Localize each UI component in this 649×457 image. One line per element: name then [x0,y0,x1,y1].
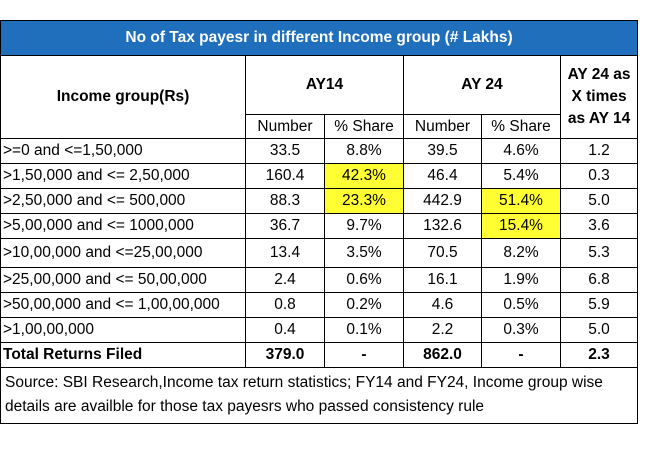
row-label: >50,00,000 and <= 1,00,00,000 [1,293,246,318]
ay24-share: 4.6% [482,139,561,164]
total-ay24-number: 862.0 [404,343,482,368]
times-value: 1.2 [561,139,638,164]
ay14-share-header: % Share [325,115,404,139]
ay24-number: 46.4 [404,164,482,189]
row-label: >25,00,000 and <= 50,00,000 [1,268,246,293]
table-row [1,139,638,164]
table-row [1,189,638,214]
ay14-header: AY14 [246,56,404,115]
source-line-1: Source: SBI Research,Income tax return statistics; FY14 and FY24, Income group wise [5,374,603,391]
ay14-share: 9.7% [325,214,404,239]
total-label: Total Returns Filed [1,343,246,368]
ay24-share-highlighted: 15.4% [482,214,561,239]
ay24-share: 8.2% [482,239,561,268]
table-row [1,214,638,239]
ay14-number: 160.4 [246,164,325,189]
ay24-number: 4.6 [404,293,482,318]
times-value: 0.3 [561,164,638,189]
times-value: 5.9 [561,293,638,318]
ay14-share-highlighted: 23.3% [325,189,404,214]
ay14-number: 33.5 [246,139,325,164]
ay24-share-header: % Share [482,115,561,139]
row-label: >2,50,000 and <= 500,000 [1,189,246,214]
ay14-share: 0.2% [325,293,404,318]
ay14-number-header: Number [246,115,325,139]
total-ay14-share: - [325,343,404,368]
ay14-share: 0.1% [325,318,404,343]
table-row [1,318,638,343]
ay24-number-header: Number [404,115,482,139]
total-ay14-number: 379.0 [246,343,325,368]
ay14-number: 13.4 [246,239,325,268]
ay14-share-highlighted: 42.3% [325,164,404,189]
ay24-share: 0.3% [482,318,561,343]
ay24-number: 39.5 [404,139,482,164]
ay24-share: 0.5% [482,293,561,318]
ay24-share: 5.4% [482,164,561,189]
times-header-line3: as AY 14 [567,110,631,127]
ay14-number: 0.8 [246,293,325,318]
ay24-number: 70.5 [404,239,482,268]
row-label: >10,00,000 and <=25,00,000 [1,239,246,268]
ay14-share: 8.8% [325,139,404,164]
row-label: >1,00,00,000 [1,318,246,343]
row-label: >1,50,000 and <= 2,50,000 [1,164,246,189]
ay14-share: 0.6% [325,268,404,293]
table-row [1,293,638,318]
row-label: >5,00,000 and <= 1000,000 [1,214,246,239]
ay24-number: 16.1 [404,268,482,293]
times-header-line2: X times [571,88,627,105]
table-row [1,164,638,189]
ay14-number: 2.4 [246,268,325,293]
ay14-number: 0.4 [246,318,325,343]
total-row [1,343,638,368]
times-header-line1: AY 24 as [567,66,631,83]
source-note [1,368,638,424]
times-value: 5.0 [561,318,638,343]
table-row [1,239,638,268]
income-group-header: Income group(Rs) [1,56,246,139]
times-value: 3.6 [561,214,638,239]
table-title: No of Tax payesr in different Income group (# Lakhs) [1,21,638,56]
ay24-number: 2.2 [404,318,482,343]
ay24-number: 132.6 [404,214,482,239]
total-times: 2.3 [561,343,638,368]
ay24-number: 442.9 [404,189,482,214]
table-row [1,268,638,293]
source-line-2: details are availble for those tax payesrs who passed consistency rule [5,398,485,415]
times-value: 5.3 [561,239,638,268]
ay24-header: AY 24 [404,56,561,115]
ay24-share-highlighted: 51.4% [482,189,561,214]
ay14-share: 3.5% [325,239,404,268]
times-value: 5.0 [561,189,638,214]
tax-payers-table [0,20,638,424]
ay14-number: 88.3 [246,189,325,214]
ay24-share: 1.9% [482,268,561,293]
row-label: >=0 and <=1,50,000 [1,139,246,164]
times-header [561,56,638,139]
times-value: 6.8 [561,268,638,293]
ay14-number: 36.7 [246,214,325,239]
total-ay24-share: - [482,343,561,368]
tax-table-sheet [0,20,637,424]
